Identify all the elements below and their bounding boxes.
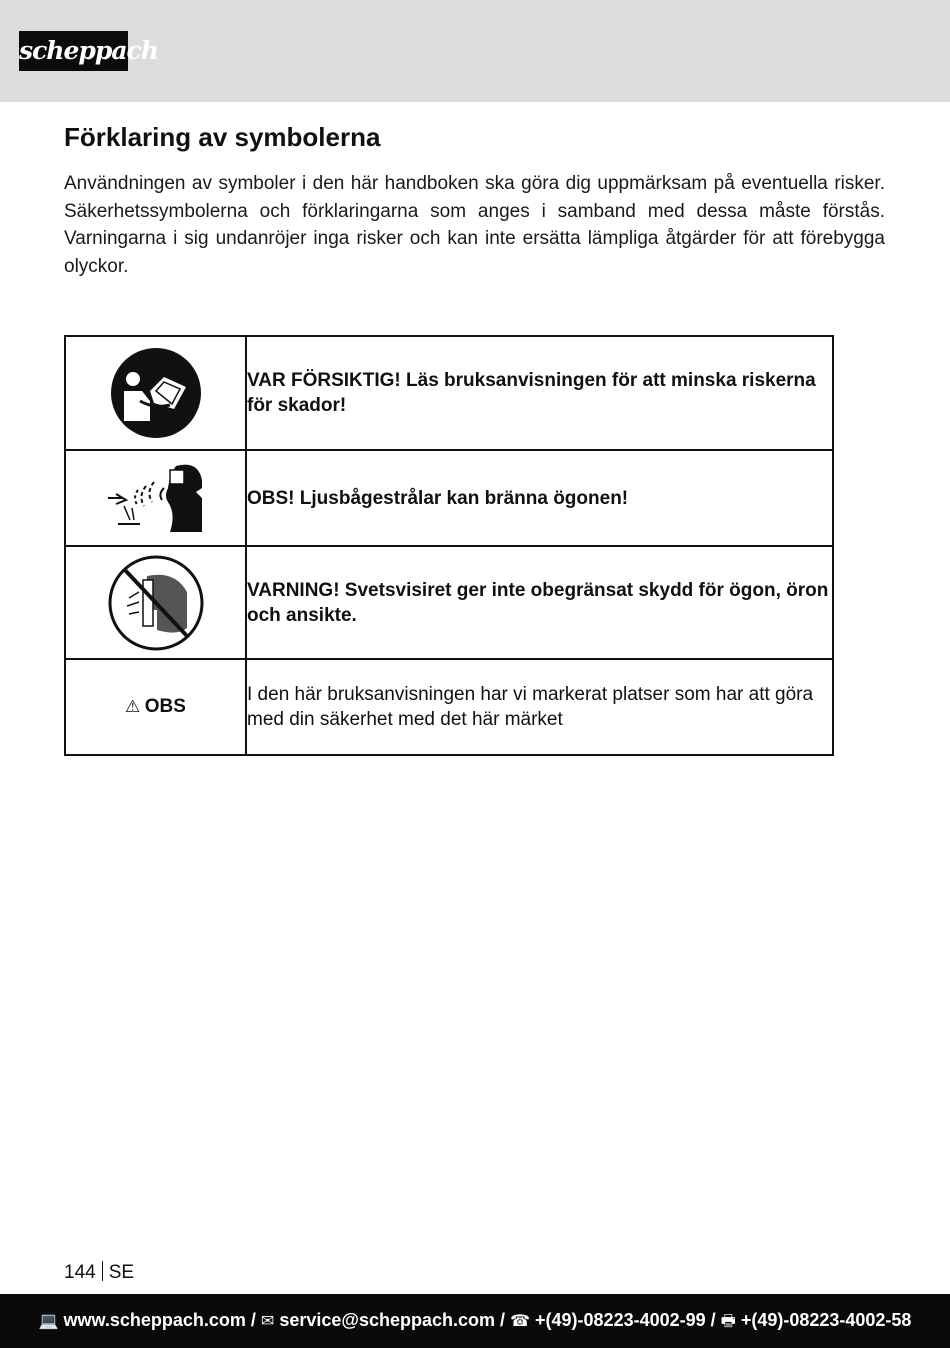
page-number <box>64 1261 134 1284</box>
icon-cell <box>65 546 246 659</box>
icon-cell <box>65 659 246 755</box>
phone-number: +(49)-08223-4002-99 <box>535 1310 706 1330</box>
symbols-table <box>64 335 834 756</box>
obs-label: OBS <box>144 696 186 717</box>
footer-separator: / <box>500 1310 506 1330</box>
arc-rays-welder-icon <box>106 458 206 538</box>
scheppach-logo: scheppach <box>19 31 128 71</box>
footer-band <box>0 1294 950 1348</box>
page-title: Förklaring av symbolerna <box>64 122 381 152</box>
icon-cell <box>65 336 246 450</box>
icon-cell <box>65 450 246 546</box>
warning-triangle-icon: ⚠ <box>125 697 141 716</box>
header-band <box>0 0 950 102</box>
table-row <box>65 546 833 659</box>
fax-number: +(49)-08223-4002-58 <box>740 1310 912 1330</box>
no-visor-protection-icon <box>107 554 205 652</box>
email-link[interactable]: service@scheppach.com <box>279 1310 496 1330</box>
page-separator <box>102 1261 103 1281</box>
table-row <box>65 450 833 546</box>
symbol-description: OBS! Ljusbågestrålar kan bränna ögonen! <box>246 450 833 546</box>
fax-icon: 🖶 <box>720 1313 736 1330</box>
phone-icon: ☎ <box>510 1313 530 1330</box>
read-manual-icon <box>110 347 202 439</box>
table-row <box>65 659 833 755</box>
computer-icon: 💻 <box>38 1313 59 1330</box>
table-row <box>65 336 833 450</box>
website-link[interactable]: www.scheppach.com <box>63 1310 246 1330</box>
footer-separator: / <box>250 1310 256 1330</box>
mail-icon: ✉ <box>260 1313 275 1330</box>
page-number-value: 144 <box>64 1262 96 1283</box>
footer-separator: / <box>710 1310 716 1330</box>
symbol-description: VARNING! Svetsvisiret ger inte obegränsat skydd för ögon, öron och ansikte. <box>246 546 833 659</box>
symbol-description: I den här bruksanvisningen har vi markerat platser som har att göra med din säkerhet med det här märket <box>246 659 833 755</box>
language-code: SE <box>108 1262 135 1283</box>
symbol-description: VAR FÖRSIKTIG! Läs bruksanvisningen för att minska riskerna för skador! <box>246 336 833 450</box>
intro-paragraph: Användningen av symboler i den här handboken ska göra dig uppmärksam på eventuella risker. Säkerhetssymbolerna och förklaringarna som anges i samband med dessa måste förstås. Varningarna i sig undanröjer inga risker och kan inte ersätta lämpliga åtgärder för att förebygga olyckor. <box>64 173 885 277</box>
